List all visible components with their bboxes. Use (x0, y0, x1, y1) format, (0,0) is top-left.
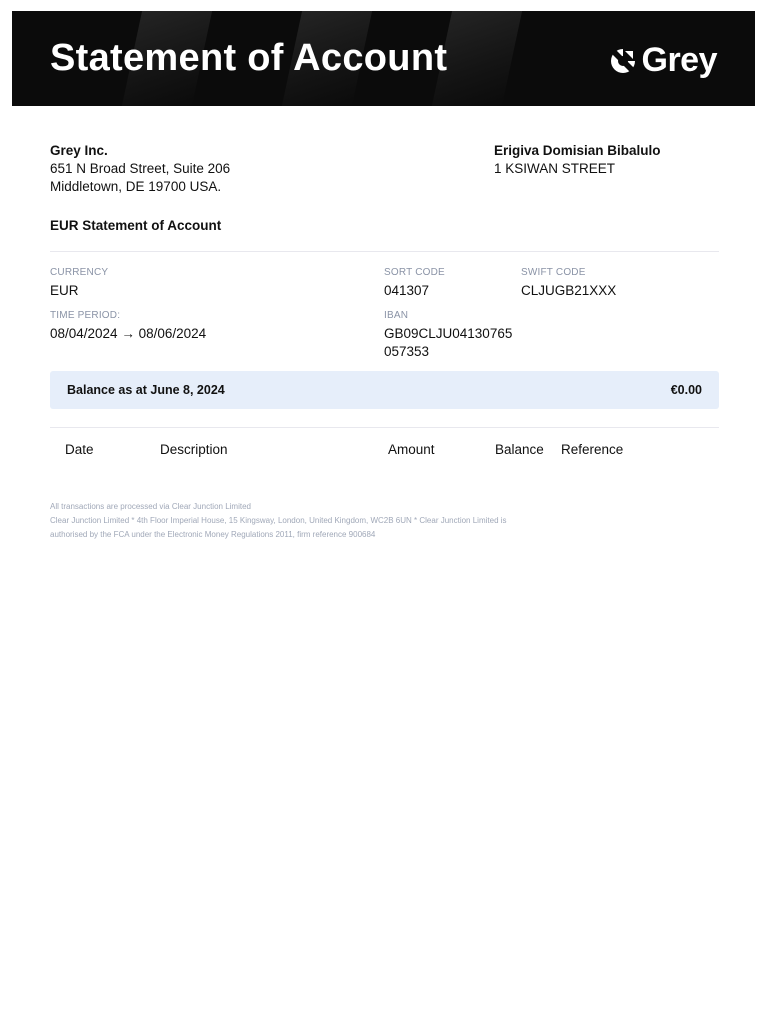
sender-address-line1: 651 N Broad Street, Suite 206 (50, 161, 231, 176)
recipient-address (494, 142, 661, 178)
balance-label: Balance as at June 8, 2024 (67, 383, 225, 397)
brand-name: Grey (641, 41, 717, 79)
statement-header (12, 11, 755, 106)
statement-title: EUR Statement of Account (50, 218, 222, 233)
divider (50, 251, 719, 252)
column-header-balance: Balance (495, 442, 544, 457)
sort-code-value: 041307 (384, 283, 430, 298)
column-header-amount: Amount (388, 442, 435, 457)
swift-code-field (521, 267, 616, 300)
iban-label: IBAN (384, 310, 409, 321)
iban-field (384, 310, 512, 361)
sort-code-label: SORT CODE (384, 267, 445, 278)
column-header-date: Date (65, 442, 94, 457)
currency-value: EUR (50, 283, 79, 298)
legal-footnote (50, 500, 530, 542)
swift-code-value: CLJUGB21XXX (521, 283, 617, 298)
footnote-line1: All transactions are processed via Clear Junction Limited (50, 502, 251, 511)
swift-code-label: SWIFT CODE (521, 267, 586, 278)
currency-field (50, 267, 108, 300)
column-header-reference: Reference (561, 442, 624, 457)
grey-logo-icon (608, 46, 638, 76)
iban-value-line2: 057353 (384, 344, 430, 359)
recipient-address-line1: 1 KSIWAN STREET (494, 161, 616, 176)
balance-summary (50, 371, 719, 409)
iban-value-line1: GB09CLJU04130765 (384, 326, 513, 341)
time-period-label: TIME PERIOD: (50, 310, 121, 321)
sender-address (50, 142, 230, 196)
currency-label: CURRENCY (50, 267, 109, 278)
footnote-line2: Clear Junction Limited * 4th Floor Imperial House, 15 Kingsway, London, United Kingdom, WC2B 6UN * Clear Junction Limited is authorised by the FCA under the Electronic Money Regulations 2011, firm reference 900684 (50, 516, 507, 539)
recipient-name: Erigiva Domisian Bibalulo (494, 143, 661, 158)
sort-code-field (384, 267, 445, 300)
time-period-value: 08/04/2024 → 08/06/2024 (50, 326, 207, 341)
balance-value: €0.00 (670, 383, 702, 397)
divider (50, 427, 719, 428)
column-header-description: Description (160, 442, 228, 457)
brand-logo (608, 41, 718, 80)
sender-address-line2: Middletown, DE 19700 USA. (50, 179, 222, 194)
time-period-field (50, 310, 206, 343)
page-title: Statement of Account (50, 37, 448, 79)
sender-name: Grey Inc. (50, 143, 108, 158)
